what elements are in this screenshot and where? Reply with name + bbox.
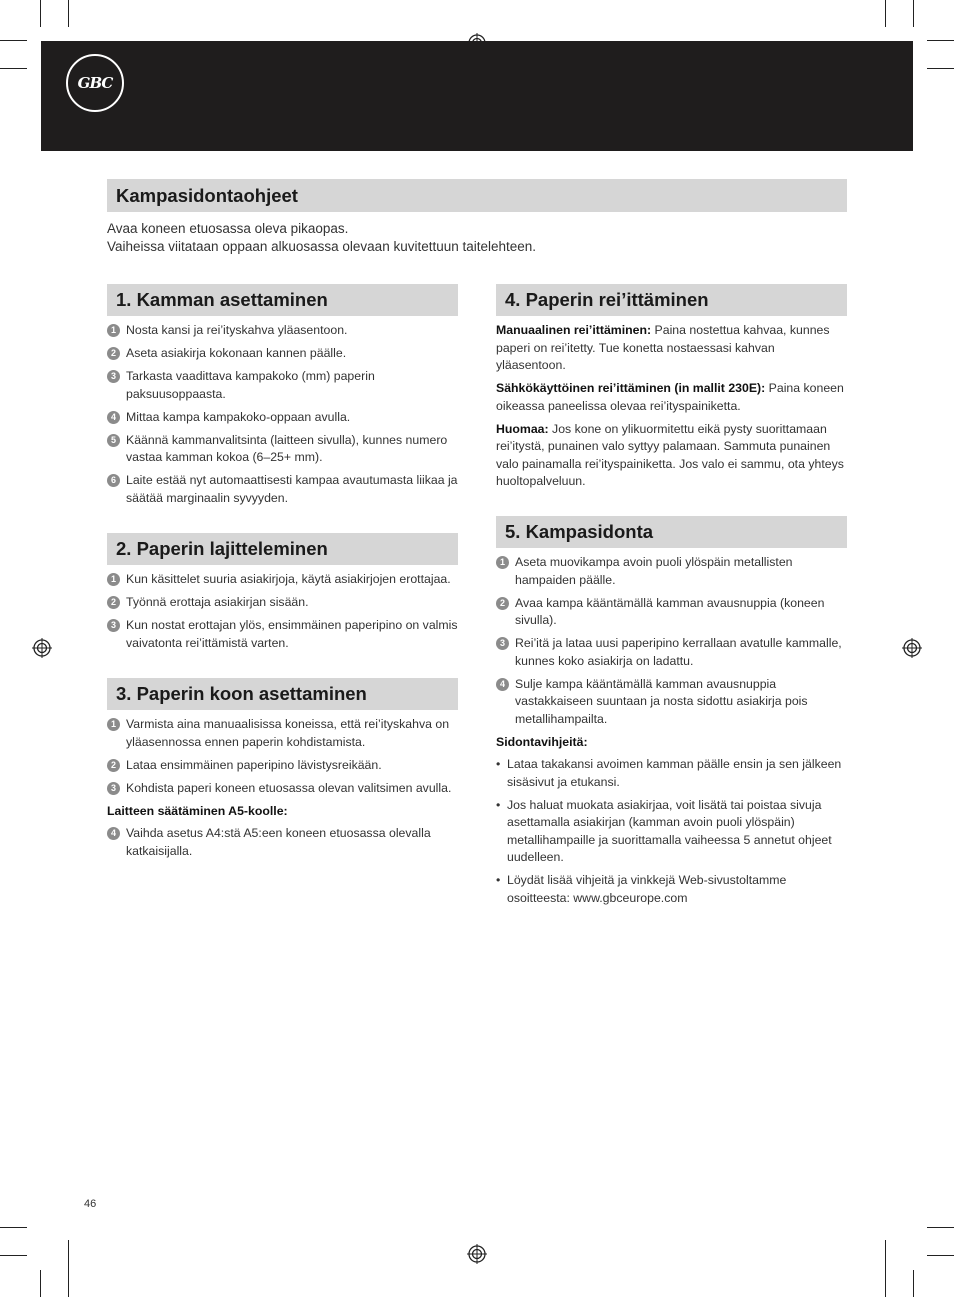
registration-mark-icon [32, 638, 52, 658]
section-heading-4: 4. Paperin rei’ittäminen [496, 284, 847, 316]
section-4-body [496, 322, 847, 496]
list-item: 1 Nosta kansi ja rei’ityskahva yläasentoon. [107, 322, 458, 340]
list-item: 6 Laite estää nyt automaattisesti kampaa avautumasta liikaa ja säätää marginaalin syvyyden. [107, 472, 458, 507]
list-item: 2 Avaa kampa kääntämällä kamman avausnuppia (koneen sivulla). [496, 595, 847, 630]
list-item: 4 Mittaa kampa kampakoko-oppaan avulla. [107, 409, 458, 427]
paragraph: Sähkökäyttöinen rei’ittäminen (in mallit 230E): Paina koneen oikeassa paneelissa olevaa rei’ityspainiketta. [496, 381, 844, 413]
crop-mark [927, 1227, 954, 1228]
crop-mark [40, 1270, 41, 1297]
subheading: Laitteen säätäminen A5-koolle: [107, 803, 288, 818]
list-item: 3 Kohdista paperi koneen etuosassa olevan valitsimen avulla. [107, 780, 458, 798]
crop-mark [0, 1255, 27, 1256]
list-item: 1 Aseta muovikampa avoin puoli ylöspäin metallisten hampaiden päälle. [496, 554, 847, 589]
list-item: 5 Käännä kammanvalitsinta (laitteen sivulla), kunnes numero vastaa kamman kokoa (6–25+ mm). [107, 432, 458, 467]
section-heading-1: 1. Kamman asettaminen [107, 284, 458, 316]
crop-mark [913, 0, 914, 27]
section-5-list [496, 554, 847, 913]
list-item: 1 Kun käsittelet suuria asiakirjoja, käytä asiakirjojen erottajaa. [107, 571, 458, 589]
section-heading-3: 3. Paperin koon asettaminen [107, 678, 458, 710]
crop-mark [68, 0, 69, 27]
section-2-list [107, 571, 458, 658]
list-item: 3 Rei’itä ja lataa uusi paperipino kerrallaan avatulle kammalle, kunnes koko asiakirja on ladattu. [496, 635, 847, 670]
crop-mark [0, 1227, 27, 1228]
list-item: 2 Lataa ensimmäinen paperipino lävistysreikään. [107, 757, 458, 775]
crop-mark [68, 1240, 69, 1297]
crop-mark [927, 1255, 954, 1256]
section-heading-2: 2. Paperin lajitteleminen [107, 533, 458, 565]
header-banner [41, 41, 913, 151]
list-item: 3 Tarkasta vaadittava kampakoko (mm) paperin paksuusoppaasta. [107, 368, 458, 403]
crop-mark [0, 68, 27, 69]
page-title: Kampasidontaohjeet [107, 179, 847, 212]
section-1-list [107, 322, 458, 513]
crop-mark [40, 0, 41, 27]
subheading: Sidontavihjeitä: [496, 734, 588, 749]
page-number: 46 [84, 1198, 97, 1210]
crop-mark [927, 68, 954, 69]
list-item: 4 Sulje kampa kääntämällä kamman avausnuppia vastakkaiseen suuntaan ja nosta sidottu asiakirja pois metallihampailta. [496, 676, 847, 729]
list-item: 1 Varmista aina manuaalisissa koneissa, että rei’ityskahva on yläasennossa ennen paperin kohdistamista. [107, 716, 458, 751]
list-item: 2 Työnnä erottaja asiakirjan sisään. [107, 594, 458, 612]
crop-mark [885, 1240, 886, 1297]
crop-mark [927, 40, 954, 41]
bullet-item: • Jos haluat muokata asiakirjaa, voit lisätä tai poistaa sivuja asettamalla asiakirjan (kamman avoin puoli ylöspäin) metallihampaille ja suorittamalla vaiheessa 5 annetut ohjeet uudelleen. [496, 797, 847, 867]
section-heading-5: 5. Kampasidonta [496, 516, 847, 548]
intro-text: Avaa koneen etuosassa oleva pikaopas. Vaiheissa viitataan oppaan alkuosassa olevaan kuvitettuun taitelehteen. [107, 221, 537, 254]
bullet-item: • Lataa takakansi avoimen kamman päälle ensin ja sen jälkeen sisäsivut ja etukansi. [496, 756, 847, 791]
list-item: 2 Aseta asiakirja kokonaan kannen päälle. [107, 345, 458, 363]
list-item: 3 Kun nostat erottajan ylös, ensimmäinen paperipino on valmis vaivatonta rei’ittämistä varten. [107, 617, 458, 652]
list-item: 4 Vaihda asetus A4:stä A5:een koneen etuosassa olevalla katkaisijalla. [107, 825, 458, 860]
section-3-list [107, 716, 458, 866]
crop-mark [0, 40, 27, 41]
crop-mark [913, 1270, 914, 1297]
bullet-item: • Löydät lisää vihjeitä ja vinkkejä Web-sivustoltamme osoitteesta: www.gbceurope.com [496, 872, 847, 907]
registration-mark-icon [467, 1244, 487, 1264]
paragraph: Huomaa: Jos kone on ylikuormitettu eikä pysty suorittamaan rei’itystä, punainen valo syttyy palamaan. Sammuta punainen valo painamalla rei’ityspainiketta. Jos valo ei sammu, ota yhteys huoltopalveluun. [496, 421, 844, 488]
registration-mark-icon [902, 638, 922, 658]
crop-mark [885, 0, 886, 27]
paragraph: Manuaalinen rei’ittäminen: Paina nostettua kahvaa, kunnes paperi on rei’itetty. Tue konetta nostaessasi kahvan yläasentoon. [496, 323, 830, 372]
gbc-logo: GBC [66, 54, 124, 112]
